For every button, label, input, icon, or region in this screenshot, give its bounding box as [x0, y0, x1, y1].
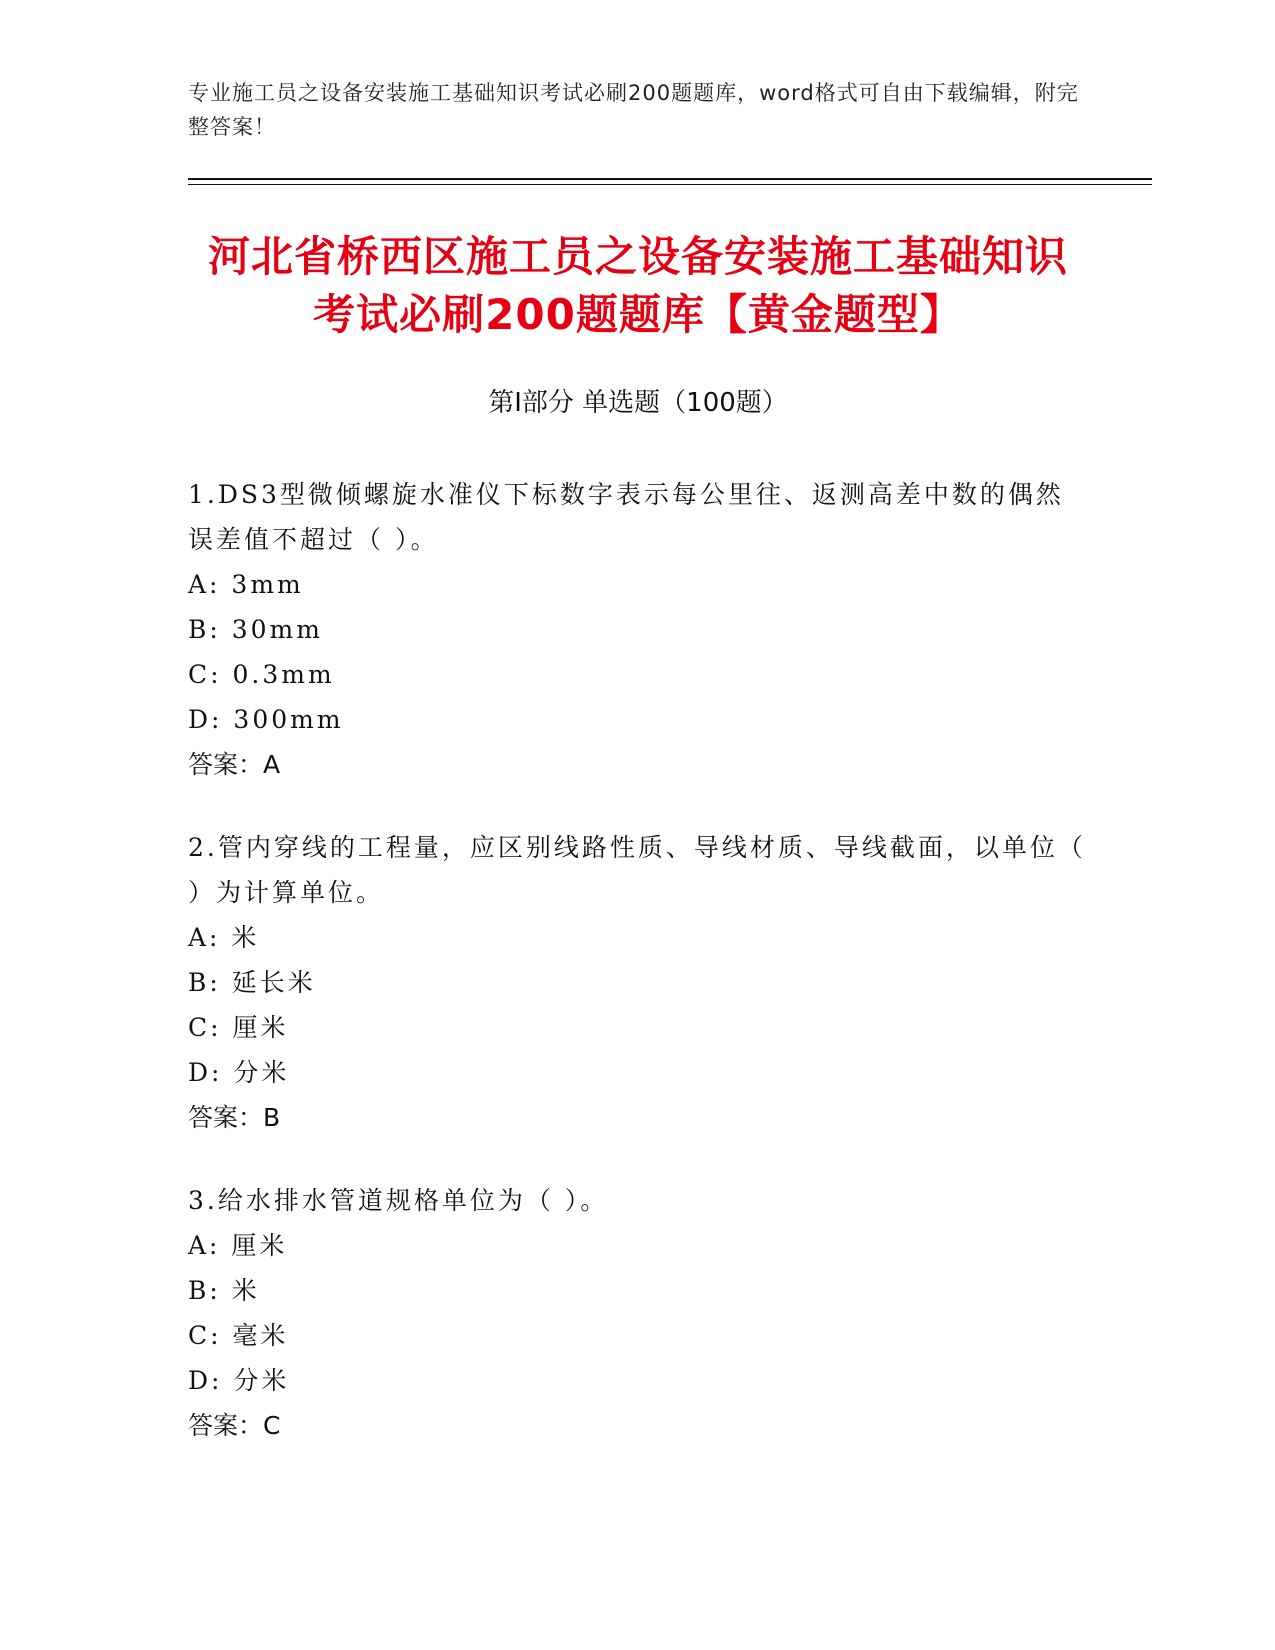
header-rule-thin	[188, 184, 1152, 185]
option-c: C: 毫米	[188, 1321, 289, 1350]
answer-label: 答案：C	[188, 1411, 281, 1440]
section-title: 第I部分 单选题（100题）	[488, 388, 788, 418]
option-d: D: 分米	[188, 1058, 290, 1087]
option-b: B: 米	[188, 1276, 260, 1305]
question-stem: 2.管内穿线的工程量，应区别线路性质、导线材质、导线截面，以单位（ ）为计算单位。	[188, 833, 1086, 907]
question-stem: 1.DS3型微倾螺旋水准仪下标数字表示每公里往、返测高差中数的偶然误差值不超过（ ）。	[188, 480, 1064, 554]
question-1	[188, 472, 1088, 787]
question-stem: 3.给水排水管道规格单位为（ ）。	[188, 1186, 609, 1215]
option-a: A: 米	[188, 923, 260, 952]
question-list	[188, 472, 1088, 1486]
header-rule-thick	[188, 178, 1152, 180]
question-3	[188, 1178, 1088, 1448]
option-b: B: 30mm	[188, 615, 323, 644]
document-title: 河北省桥西区施工员之设备安装施工基础知识考试必刷200题题库【黄金题型】	[207, 232, 1068, 339]
option-a: A: 3mm	[188, 570, 304, 599]
answer-label: 答案：B	[188, 1103, 281, 1132]
option-c: C: 0.3mm	[188, 660, 335, 689]
option-d: D: 300mm	[188, 705, 344, 734]
option-d: D: 分米	[188, 1366, 290, 1395]
header-note: 专业施工员之设备安装施工基础知识考试必刷200题题库，word格式可自由下载编辑，附完整答案！	[188, 81, 1079, 139]
answer-label: 答案：A	[188, 750, 281, 779]
question-2	[188, 825, 1088, 1140]
option-c: C: 厘米	[188, 1013, 289, 1042]
option-b: B: 延长米	[188, 968, 316, 997]
option-a: A: 厘米	[188, 1231, 288, 1260]
